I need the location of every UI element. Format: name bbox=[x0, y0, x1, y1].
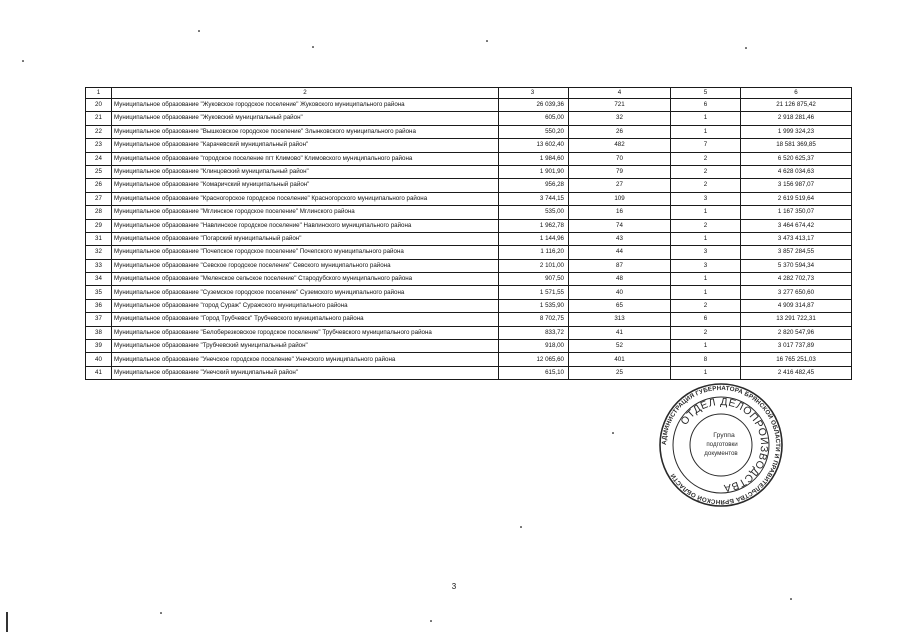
municipality-cell: Муниципальное образование "Навлинское городское поселение" Навлинского муниципального района bbox=[112, 219, 499, 232]
amount-cell: 13 291 722,31 bbox=[741, 313, 852, 326]
area-cell: 26 039,36 bbox=[499, 99, 569, 112]
amount-cell: 1 999 324,23 bbox=[741, 125, 852, 138]
row-number-cell: 27 bbox=[86, 192, 112, 205]
table-row bbox=[86, 340, 852, 353]
row-number-cell: 36 bbox=[86, 299, 112, 312]
area-cell: 918,00 bbox=[499, 340, 569, 353]
houses-cell: 1 bbox=[671, 125, 741, 138]
municipality-cell: Муниципальное образование "Трубчевский муниципальный район" bbox=[112, 340, 499, 353]
area-cell: 833,72 bbox=[499, 326, 569, 339]
houses-cell: 2 bbox=[671, 299, 741, 312]
municipality-cell: Муниципальное образование "Вышковское городское поселение" Злынковского муниципального района bbox=[112, 125, 499, 138]
table-row bbox=[86, 259, 852, 272]
table-row bbox=[86, 366, 852, 379]
area-cell: 1 116,20 bbox=[499, 246, 569, 259]
amount-cell: 3 156 987,07 bbox=[741, 179, 852, 192]
municipality-cell: Муниципальное образование "городское поселение пгт Климово" Климовского муниципального района bbox=[112, 152, 499, 165]
houses-cell: 1 bbox=[671, 206, 741, 219]
municipality-cell: Муниципальное образование "Унечское городское поселение" Унечского муниципального района bbox=[112, 353, 499, 366]
table-row bbox=[86, 112, 852, 125]
row-number-cell: 33 bbox=[86, 259, 112, 272]
table-row bbox=[86, 353, 852, 366]
scan-speck bbox=[22, 60, 24, 62]
table-row bbox=[86, 125, 852, 138]
municipality-cell: Муниципальное образование "Жуковский муниципальный район" bbox=[112, 112, 499, 125]
header-cell: 4 bbox=[569, 88, 671, 99]
area-cell: 1 984,60 bbox=[499, 152, 569, 165]
amount-cell: 2 416 482,45 bbox=[741, 366, 852, 379]
amount-cell: 2 918 281,46 bbox=[741, 112, 852, 125]
scan-speck bbox=[160, 612, 162, 614]
area-cell: 1 962,78 bbox=[499, 219, 569, 232]
municipality-cell: Муниципальное образование "Белоберезковское городское поселение" Трубчевского муниципального района bbox=[112, 326, 499, 339]
area-cell: 907,50 bbox=[499, 273, 569, 286]
header-cell: 2 bbox=[112, 88, 499, 99]
amount-cell: 18 581 369,85 bbox=[741, 139, 852, 152]
houses-cell: 1 bbox=[671, 232, 741, 245]
residents-cell: 79 bbox=[569, 165, 671, 178]
amount-cell: 4 628 034,63 bbox=[741, 165, 852, 178]
table-row bbox=[86, 179, 852, 192]
amount-cell: 3 857 284,55 bbox=[741, 246, 852, 259]
table-row bbox=[86, 326, 852, 339]
row-number-cell: 29 bbox=[86, 219, 112, 232]
amount-cell: 6 520 625,37 bbox=[741, 152, 852, 165]
row-number-cell: 25 bbox=[86, 165, 112, 178]
houses-cell: 2 bbox=[671, 179, 741, 192]
amount-cell: 3 473 413,17 bbox=[741, 232, 852, 245]
header-cell: 5 bbox=[671, 88, 741, 99]
area-cell: 13 602,40 bbox=[499, 139, 569, 152]
table-row bbox=[86, 192, 852, 205]
page-number: 3 bbox=[451, 582, 457, 591]
table-body bbox=[86, 88, 852, 380]
municipality-cell: Муниципальное образование "Унечский муниципальный район" bbox=[112, 366, 499, 379]
area-cell: 12 065,60 bbox=[499, 353, 569, 366]
scan-speck bbox=[486, 40, 488, 42]
scan-speck bbox=[612, 432, 614, 434]
residents-cell: 313 bbox=[569, 313, 671, 326]
table-row bbox=[86, 273, 852, 286]
table-header-row bbox=[86, 88, 852, 99]
houses-cell: 3 bbox=[671, 246, 741, 259]
municipality-cell: Муниципальное образование "Клинцовский муниципальный район" bbox=[112, 165, 499, 178]
houses-cell: 2 bbox=[671, 326, 741, 339]
municipality-cell: Муниципальное образование "город Сураж" Суражского муниципального района bbox=[112, 299, 499, 312]
residents-cell: 25 bbox=[569, 366, 671, 379]
row-number-cell: 28 bbox=[86, 206, 112, 219]
residents-cell: 41 bbox=[569, 326, 671, 339]
houses-cell: 1 bbox=[671, 366, 741, 379]
row-number-cell: 38 bbox=[86, 326, 112, 339]
residents-cell: 109 bbox=[569, 192, 671, 205]
area-cell: 605,00 bbox=[499, 112, 569, 125]
amount-cell: 3 017 737,89 bbox=[741, 340, 852, 353]
header-cell: 1 bbox=[86, 88, 112, 99]
houses-cell: 1 bbox=[671, 340, 741, 353]
row-number-cell: 32 bbox=[86, 246, 112, 259]
houses-cell: 2 bbox=[671, 165, 741, 178]
amount-cell: 3 464 674,42 bbox=[741, 219, 852, 232]
table-row bbox=[86, 219, 852, 232]
residents-cell: 43 bbox=[569, 232, 671, 245]
residents-cell: 26 bbox=[569, 125, 671, 138]
stamp-inner-text: ОТДЕЛ ДЕЛОПРОИЗВОДСТВА bbox=[678, 395, 771, 495]
residents-cell: 65 bbox=[569, 299, 671, 312]
residents-cell: 40 bbox=[569, 286, 671, 299]
residents-cell: 721 bbox=[569, 99, 671, 112]
row-number-cell: 41 bbox=[86, 366, 112, 379]
houses-cell: 1 bbox=[671, 112, 741, 125]
row-number-cell: 35 bbox=[86, 286, 112, 299]
residents-cell: 44 bbox=[569, 246, 671, 259]
row-number-cell: 37 bbox=[86, 313, 112, 326]
data-table bbox=[85, 87, 852, 380]
residents-cell: 52 bbox=[569, 340, 671, 353]
municipality-cell: Муниципальное образование "Жуковское городское поселение" Жуковского муниципального района bbox=[112, 99, 499, 112]
scan-speck bbox=[312, 46, 314, 48]
row-number-cell: 26 bbox=[86, 179, 112, 192]
houses-cell: 3 bbox=[671, 192, 741, 205]
stamp-center-line: Группа bbox=[713, 432, 735, 439]
row-number-cell: 31 bbox=[86, 232, 112, 245]
amount-cell: 2 619 519,64 bbox=[741, 192, 852, 205]
houses-cell: 1 bbox=[671, 273, 741, 286]
area-cell: 615,10 bbox=[499, 366, 569, 379]
amount-cell: 5 370 594,34 bbox=[741, 259, 852, 272]
residents-cell: 482 bbox=[569, 139, 671, 152]
row-number-cell: 34 bbox=[86, 273, 112, 286]
header-cell: 6 bbox=[741, 88, 852, 99]
row-number-cell: 22 bbox=[86, 125, 112, 138]
municipality-cell: Муниципальное образование "Карачевский муниципальный район" bbox=[112, 139, 499, 152]
amount-cell: 3 277 650,60 bbox=[741, 286, 852, 299]
scan-speck bbox=[430, 620, 432, 622]
stamp-center-line: подготовки bbox=[706, 441, 738, 448]
table-row bbox=[86, 139, 852, 152]
table-row bbox=[86, 232, 852, 245]
residents-cell: 32 bbox=[569, 112, 671, 125]
table-row bbox=[86, 246, 852, 259]
municipality-cell: Муниципальное образование "Город Трубчевск" Трубчевского муниципального района bbox=[112, 313, 499, 326]
area-cell: 956,28 bbox=[499, 179, 569, 192]
row-number-cell: 20 bbox=[86, 99, 112, 112]
row-number-cell: 24 bbox=[86, 152, 112, 165]
houses-cell: 6 bbox=[671, 99, 741, 112]
official-stamp bbox=[658, 382, 784, 508]
municipality-cell: Муниципальное образование "Меленское сельское поселение" Стародубского муниципального района bbox=[112, 273, 499, 286]
houses-cell: 6 bbox=[671, 313, 741, 326]
row-number-cell: 21 bbox=[86, 112, 112, 125]
houses-cell: 2 bbox=[671, 219, 741, 232]
amount-cell: 21 126 875,42 bbox=[741, 99, 852, 112]
municipality-cell: Муниципальное образование "Севское городское поселение" Севского муниципального района bbox=[112, 259, 499, 272]
municipality-cell: Муниципальное образование "Мглинское городское поселение" Мглинского района bbox=[112, 206, 499, 219]
amount-cell: 4 909 314,87 bbox=[741, 299, 852, 312]
amount-cell: 16 765 251,03 bbox=[741, 353, 852, 366]
residents-cell: 87 bbox=[569, 259, 671, 272]
houses-cell: 8 bbox=[671, 353, 741, 366]
area-cell: 1 901,90 bbox=[499, 165, 569, 178]
area-cell: 1 571,55 bbox=[499, 286, 569, 299]
scan-speck bbox=[745, 47, 747, 49]
municipality-cell: Муниципальное образование "Суземское городское поселение" Суземского муниципального района bbox=[112, 286, 499, 299]
houses-cell: 2 bbox=[671, 152, 741, 165]
scan-edge-mark bbox=[6, 612, 8, 632]
stamp-outer-text: АДМИНИСТРАЦИЯ ГУБЕРНАТОРА БРЯНСКОЙ ОБЛАСТИ И ПРАВИТЕЛЬСТВА БРЯНСКОЙ ОБЛАСТИ bbox=[660, 384, 782, 506]
houses-cell: 3 bbox=[671, 259, 741, 272]
amount-cell: 2 820 547,96 bbox=[741, 326, 852, 339]
table-row bbox=[86, 99, 852, 112]
residents-cell: 27 bbox=[569, 179, 671, 192]
row-number-cell: 40 bbox=[86, 353, 112, 366]
scan-speck bbox=[790, 598, 792, 600]
area-cell: 8 702,75 bbox=[499, 313, 569, 326]
stamp-center-line: документов bbox=[704, 450, 738, 457]
table-row bbox=[86, 206, 852, 219]
area-cell: 1 144,96 bbox=[499, 232, 569, 245]
area-cell: 2 101,00 bbox=[499, 259, 569, 272]
municipality-cell: Муниципальное образование "Почепское городское поселение" Почепского муниципального района bbox=[112, 246, 499, 259]
residents-cell: 48 bbox=[569, 273, 671, 286]
residents-cell: 74 bbox=[569, 219, 671, 232]
table-row bbox=[86, 313, 852, 326]
municipality-cell: Муниципальное образование "Погарский муниципальный район" bbox=[112, 232, 499, 245]
residents-cell: 70 bbox=[569, 152, 671, 165]
amount-cell: 4 282 702,73 bbox=[741, 273, 852, 286]
scan-speck bbox=[520, 526, 522, 528]
row-number-cell: 23 bbox=[86, 139, 112, 152]
table-row bbox=[86, 286, 852, 299]
residents-cell: 401 bbox=[569, 353, 671, 366]
houses-cell: 7 bbox=[671, 139, 741, 152]
header-cell: 3 bbox=[499, 88, 569, 99]
houses-cell: 1 bbox=[671, 286, 741, 299]
area-cell: 550,20 bbox=[499, 125, 569, 138]
area-cell: 3 744,15 bbox=[499, 192, 569, 205]
table-row bbox=[86, 299, 852, 312]
area-cell: 1 535,90 bbox=[499, 299, 569, 312]
amount-cell: 1 167 350,07 bbox=[741, 206, 852, 219]
scan-speck bbox=[198, 30, 200, 32]
area-cell: 535,00 bbox=[499, 206, 569, 219]
municipality-cell: Муниципальное образование "Красногорское городское поселение" Красногорского муниципального района bbox=[112, 192, 499, 205]
residents-cell: 16 bbox=[569, 206, 671, 219]
table-row bbox=[86, 152, 852, 165]
table-row bbox=[86, 165, 852, 178]
row-number-cell: 39 bbox=[86, 340, 112, 353]
municipality-cell: Муниципальное образование "Комаричский муниципальный район" bbox=[112, 179, 499, 192]
